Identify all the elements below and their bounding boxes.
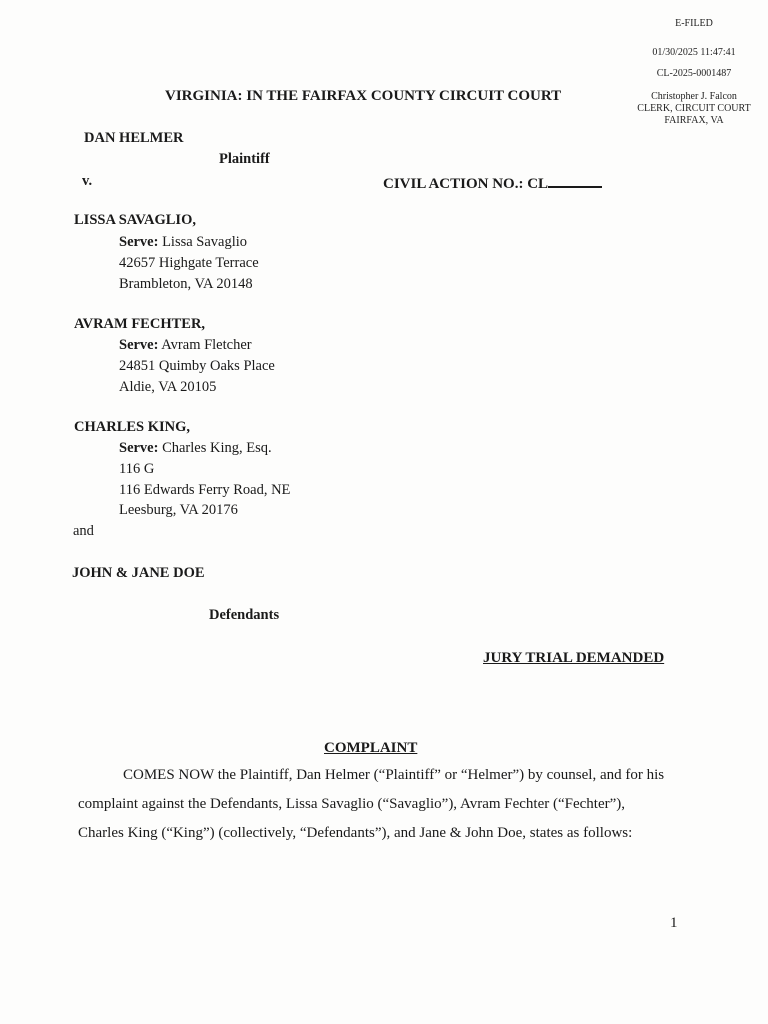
complaint-line: COMES NOW the Plaintiff, Dan Helmer (“Plaintiff” or “Helmer”) by counsel, and for his xyxy=(123,767,665,783)
clerk-location: FAIRFAX, VA xyxy=(664,115,724,126)
address-line: 42657 Highgate Terrace xyxy=(119,255,259,271)
clerk-title: CLERK, CIRCUIT COURT xyxy=(637,103,751,114)
page-number: 1 xyxy=(670,915,678,931)
serve-label: Serve: xyxy=(119,234,159,250)
serve-line xyxy=(119,234,247,251)
defendants-label: Defendants xyxy=(209,607,280,623)
address-line: Aldie, VA 20105 xyxy=(119,379,217,395)
civil-action-label: CIVIL ACTION NO.: CL xyxy=(383,176,549,192)
complaint-line: complaint against the Defendants, Lissa Savaglio (“Savaglio”), Avram Fechter (“Fechter”), xyxy=(78,796,626,812)
and-word: and xyxy=(73,523,94,539)
serve-name: Charles King, Esq. xyxy=(162,440,272,456)
civil-action-number xyxy=(383,172,602,193)
plaintiff-role: Plaintiff xyxy=(219,151,270,167)
serve-name: Lissa Savaglio xyxy=(162,234,248,250)
address-line: 116 G xyxy=(119,461,155,477)
plaintiff-name: DAN HELMER xyxy=(84,130,184,146)
clerk-name: Christopher J. Falcon xyxy=(651,91,737,102)
court-heading: VIRGINIA: IN THE FAIRFAX COUNTY CIRCUIT COURT xyxy=(165,88,562,104)
case-number-blank xyxy=(548,172,602,188)
serve-label: Serve: xyxy=(119,337,159,353)
serve-name: Avram Fletcher xyxy=(161,337,252,353)
complaint-title: COMPLAINT xyxy=(324,740,418,756)
efiled-datetime: 01/30/2025 11:47:41 xyxy=(652,47,736,58)
complaint-line: Charles King (“King”) (collectively, “Defendants”), and Jane & John Doe, states as follows: xyxy=(78,825,633,841)
jury-demand: JURY TRIAL DEMANDED xyxy=(483,650,665,666)
address-line: Brambleton, VA 20148 xyxy=(119,276,253,292)
defendant-name: LISSA SAVAGLIO, xyxy=(74,212,196,228)
address-line: 24851 Quimby Oaks Place xyxy=(119,358,275,374)
versus: v. xyxy=(82,173,93,189)
serve-line xyxy=(119,440,272,457)
defendant-name: CHARLES KING, xyxy=(74,419,191,435)
serve-line xyxy=(119,337,252,354)
serve-label: Serve: xyxy=(119,440,159,456)
efiled-case-number: CL-2025-0001487 xyxy=(656,68,732,79)
defendant-name: AVRAM FECHTER, xyxy=(74,316,206,332)
address-line: Leesburg, VA 20176 xyxy=(119,502,238,518)
address-line: 116 Edwards Ferry Road, NE xyxy=(119,482,291,498)
efiled-stamp: E-FILED xyxy=(675,18,713,29)
doe-defendants: JOHN & JANE DOE xyxy=(72,565,205,581)
